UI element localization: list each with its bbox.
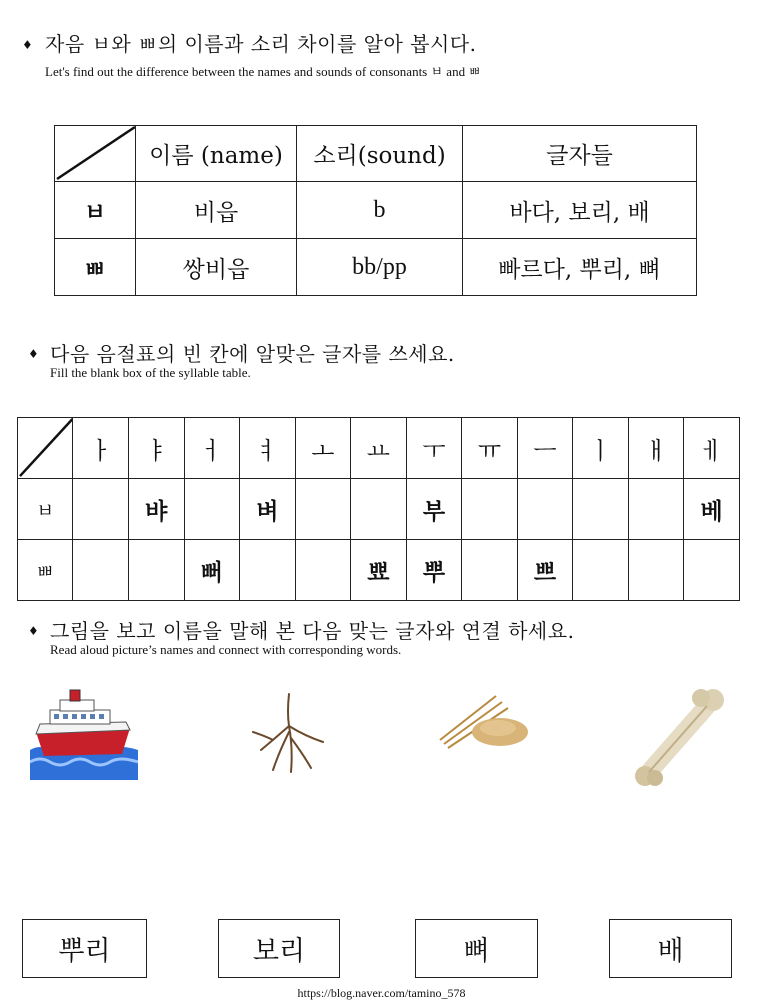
blank-syllable-cell[interactable] (517, 479, 573, 540)
consonant-cell: ㅃ (18, 540, 73, 601)
blank-syllable-cell[interactable] (628, 479, 684, 540)
syllable-cell: 뾰 (351, 540, 407, 601)
blank-syllable-cell[interactable] (684, 540, 740, 601)
blank-syllable-cell[interactable] (462, 479, 518, 540)
vowel-header-cell: ㅑ (129, 418, 185, 479)
blank-syllable-cell[interactable] (351, 479, 407, 540)
diagonal-corner-cell (18, 418, 73, 479)
header-name: 이름 (name) (136, 126, 297, 182)
vowel-header-cell: ㅐ (628, 418, 684, 479)
blank-syllable-cell[interactable] (73, 540, 129, 601)
section1-title-kr: 자음 ㅂ와 ㅃ의 이름과 소리 차이를 알아 봅시다. (45, 32, 477, 56)
word-box[interactable]: 배 (609, 919, 732, 978)
vowel-header-cell: ㅗ (295, 418, 351, 479)
blank-syllable-cell[interactable] (628, 540, 684, 601)
table-row (55, 239, 697, 296)
sound-cell: bb/pp (297, 239, 463, 296)
blank-syllable-cell[interactable] (73, 479, 129, 540)
syllable-table (17, 417, 740, 601)
bullet-icon: ♦ (22, 38, 33, 52)
vowel-header-cell: ㅏ (73, 418, 129, 479)
syllable-cell: 부 (406, 479, 462, 540)
word-box[interactable]: 뿌리 (22, 919, 147, 978)
bone-picture (633, 688, 729, 788)
syllable-cell: 뻐 (184, 540, 240, 601)
vowel-header-cell: ㅕ (240, 418, 296, 479)
root-picture (243, 692, 335, 780)
diagonal-corner-cell (55, 126, 136, 182)
blank-syllable-cell[interactable] (184, 479, 240, 540)
words-cell: 바다, 보리, 배 (463, 182, 697, 239)
blank-syllable-cell[interactable] (295, 540, 351, 601)
bullet-icon: ♦ (28, 347, 39, 361)
vowel-header-cell: ㅔ (684, 418, 740, 479)
header-words: 글자들 (463, 126, 697, 182)
ship-picture (30, 688, 138, 780)
consonant-cell: ㅂ (18, 479, 73, 540)
name-cell: 비읍 (136, 182, 297, 239)
section1-title-en: Let's find out the difference between the names and sounds of consonants ㅂ and ㅃ (45, 64, 481, 79)
blank-syllable-cell[interactable] (295, 479, 351, 540)
footer-url: https://blog.naver.com/tamino_578 (297, 986, 466, 1000)
consonant-cell: ㅃ (55, 239, 136, 296)
bullet-icon: ♦ (28, 624, 39, 638)
table-row (55, 182, 697, 239)
syllable-cell: 뱌 (129, 479, 185, 540)
vowel-header-cell: ㅓ (184, 418, 240, 479)
consonant-compare-table (54, 125, 697, 296)
words-cell: 빠르다, 뿌리, 뼈 (463, 239, 697, 296)
blank-syllable-cell[interactable] (573, 540, 629, 601)
name-cell: 쌍비읍 (136, 239, 297, 296)
vowel-header-cell: ㅛ (351, 418, 407, 479)
word-box[interactable]: 보리 (218, 919, 340, 978)
section2-title-en: Fill the blank box of the syllable table. (50, 365, 251, 380)
section3-title-en: Read aloud picture’s names and connect with corresponding words. (50, 642, 402, 657)
blank-syllable-cell[interactable] (462, 540, 518, 601)
word-box[interactable]: 뼈 (415, 919, 538, 978)
blank-syllable-cell[interactable] (573, 479, 629, 540)
section2-title-kr: 다음 음절표의 빈 칸에 알맞은 글자를 쓰세요. (50, 342, 455, 366)
vowel-header-cell: ㅠ (462, 418, 518, 479)
blank-syllable-cell[interactable] (240, 540, 296, 601)
syllable-cell: 베 (684, 479, 740, 540)
consonant-cell: ㅂ (55, 182, 136, 239)
barley-picture (438, 690, 530, 758)
sound-cell: b (297, 182, 463, 239)
syllable-cell: 벼 (240, 479, 296, 540)
vowel-header-cell: ㅜ (406, 418, 462, 479)
header-sound: 소리(sound) (297, 126, 463, 182)
vowel-header-cell: ㅣ (573, 418, 629, 479)
blank-syllable-cell[interactable] (129, 540, 185, 601)
vowel-header-cell: ㅡ (517, 418, 573, 479)
section3-title-kr: 그림을 보고 이름을 말해 본 다음 맞는 글자와 연결 하세요. (50, 619, 575, 643)
syllable-cell: 뿌 (406, 540, 462, 601)
syllable-cell: 쁘 (517, 540, 573, 601)
